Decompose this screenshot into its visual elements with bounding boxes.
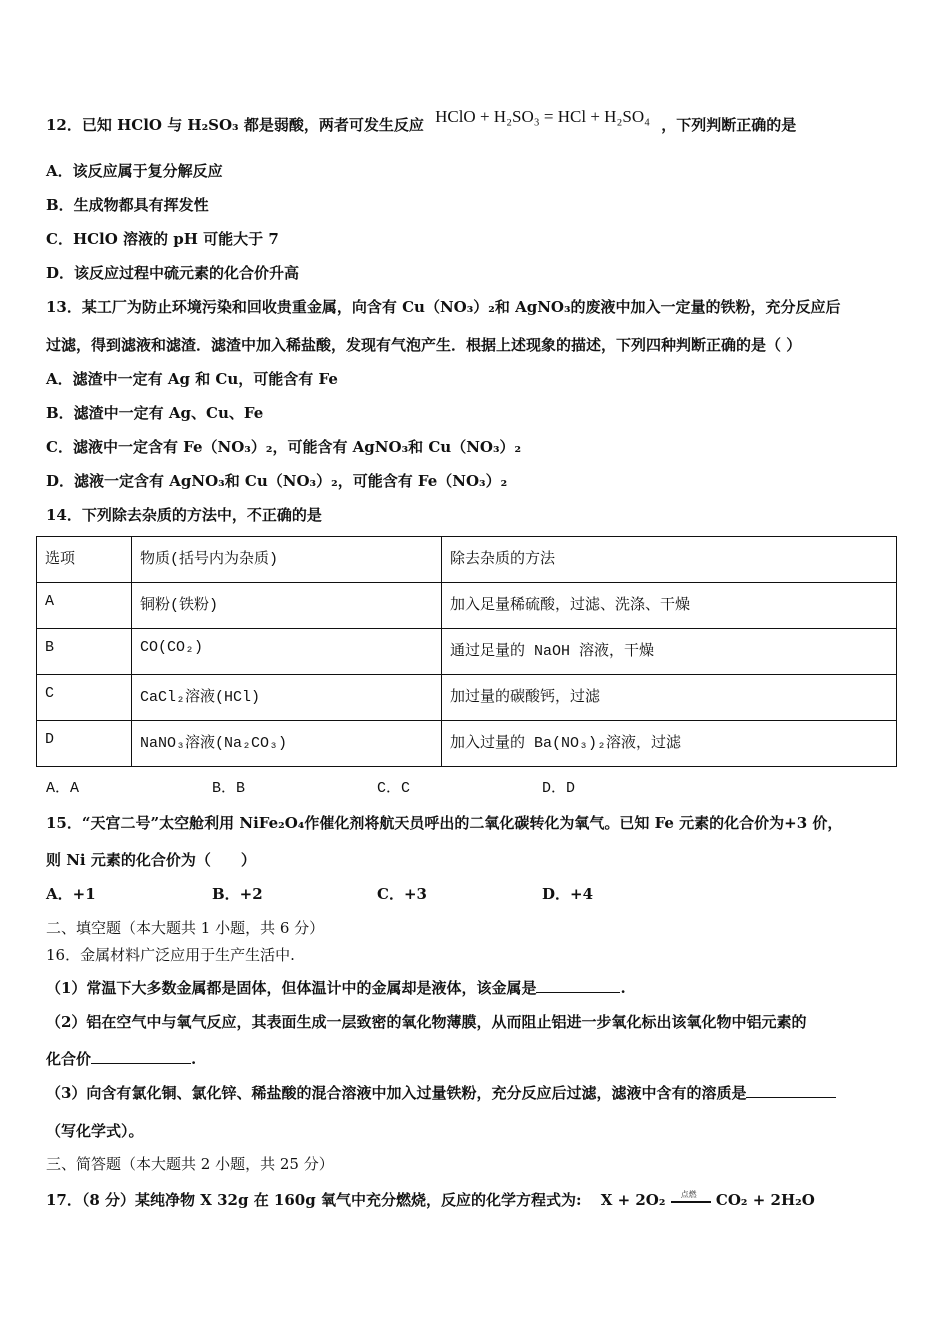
q16-part3-line1 (46, 1083, 836, 1103)
q16-part3-text: （3）向含有氯化铜、氯化锌、稀盐酸的混合溶液中加入过量铁粉，充分反应后过滤，滤液中含有的溶质是 (46, 1084, 747, 1102)
reaction-condition: 点燃 (680, 1190, 697, 1199)
q12-option-b: B．生成物都具有挥发性 (46, 196, 209, 214)
table-cell: 加过量的碳酸钙，过滤 (442, 675, 897, 721)
table-header-cell: 物质(括号内为杂质) (132, 537, 442, 583)
table-cell: CO(CO₂) (132, 629, 442, 675)
table-cell: A (37, 583, 132, 629)
q13-stem-line2: 过滤，得到滤液和滤渣．滤渣中加入稀盐酸，发现有气泡产生．根据上述现象的描述，下列四种判断正确的是（ ） (46, 336, 802, 354)
q14-option-d: D．D (542, 780, 576, 797)
q12-prefix: 12．已知 HClO 与 H₂SO₃ 都是弱酸，两者可发生反应 (46, 116, 424, 134)
q16-part2-line1: （2）铝在空气中与氧气反应，其表面生成一层致密的氧化物薄膜，从而阻止铝进一步氧化标出该氧化物中铝元素的 (46, 1013, 807, 1031)
q17-stem (46, 1190, 815, 1211)
q15-option-a: A．+1 (46, 885, 96, 903)
q16-stem: 16．金属材料广泛应用于生产生活中. (46, 946, 295, 964)
q17-rhs: CO₂ + 2H₂O (715, 1191, 815, 1209)
q13-option-a: A．滤渣中一定有 Ag 和 Cu，可能含有 Fe (46, 370, 338, 388)
q14-option-c: C．C (377, 780, 411, 797)
q15-stem-line1: 15．“天宫二号”太空舱利用 NiFe₂O₄作催化剂将航天员呼出的二氧化碳转化为氧气。已知 Fe 元素的化合价为+3 价， (46, 814, 843, 832)
q12-option-c: C．HClO 溶液的 pH 可能大于 7 (46, 230, 279, 248)
equals-bar (671, 1201, 711, 1203)
table-row (37, 721, 897, 767)
q14-option-b: B．B (212, 780, 246, 797)
reaction-arrow (671, 1191, 711, 1211)
table-cell: 加入过量的 Ba(NO₃)₂溶液，过滤 (442, 721, 897, 767)
q12-suffix: ，下列判断正确的是 (661, 116, 797, 134)
q16-part1 (46, 978, 626, 998)
table-cell: 通过足量的 NaOH 溶液，干燥 (442, 629, 897, 675)
section-3-heading: 三、简答题（本大题共 2 小题，共 25 分） (46, 1155, 334, 1173)
section-2-heading: 二、填空题（本大题共 1 小题，共 6 分） (46, 919, 325, 937)
q14-table (36, 536, 897, 767)
table-cell: C (37, 675, 132, 721)
q12-equation: HClO + H₂SO₃ = HCl + H₂SO₄ (435, 107, 651, 126)
table-cell: NaNO₃溶液(Na₂CO₃) (132, 721, 442, 767)
q16-part2-end: . (191, 1050, 197, 1068)
q16-part1-end: . (620, 979, 626, 997)
q17-text: 17．（8 分）某纯净物 X 32g 在 160g 氧气中充分燃烧，反应的化学方程式为: (46, 1191, 582, 1209)
answer-blank[interactable] (91, 1049, 191, 1064)
q15-stem-line2: 则 Ni 元素的化合价为（ ） (46, 851, 256, 869)
table-cell: 铜粉(铁粉) (132, 583, 442, 629)
q12-stem (46, 107, 797, 135)
table-cell: D (37, 721, 132, 767)
table-row (37, 629, 897, 675)
q16-part3-line2: （写化学式）。 (46, 1122, 144, 1140)
q16-part2-line2 (46, 1049, 196, 1069)
q12-option-d: D．该反应过程中硫元素的化合价升高 (46, 264, 300, 282)
q13-option-c: C．滤液中一定含有 Fe（NO₃）₂，可能含有 AgNO₃和 Cu（NO₃）₂ (46, 438, 522, 456)
q14-option-a: A．A (46, 780, 80, 797)
table-cell: 加入足量稀硫酸，过滤、洗涤、干燥 (442, 583, 897, 629)
table-header-row (37, 537, 897, 583)
answer-blank[interactable] (536, 978, 620, 993)
q12-option-a: A．该反应属于复分解反应 (46, 162, 223, 180)
table-cell: B (37, 629, 132, 675)
q16-part1-text: （1）常温下大多数金属都是固体，但体温计中的金属却是液体，该金属是 (46, 979, 537, 997)
q13-option-d: D．滤液一定含有 AgNO₃和 Cu（NO₃）₂，可能含有 Fe（NO₃）₂ (46, 472, 508, 490)
q15-option-b: B．+2 (212, 885, 263, 903)
table-row (37, 675, 897, 721)
q15-option-d: D．+4 (542, 885, 594, 903)
table-cell: CaCl₂溶液(HCl) (132, 675, 442, 721)
q17-lhs: X + 2O₂ (600, 1191, 666, 1209)
table-header-cell: 除去杂质的方法 (442, 537, 897, 583)
table-header-cell: 选项 (37, 537, 132, 583)
q15-option-c: C．+3 (377, 885, 427, 903)
q13-option-b: B．滤渣中一定有 Ag、Cu、Fe (46, 404, 264, 422)
table-row (37, 583, 897, 629)
q13-stem-line1: 13．某工厂为防止环境污染和回收贵重金属，向含有 Cu（NO₃）₂和 AgNO₃的废液中加入一定量的铁粉，充分反应后 (46, 298, 841, 316)
q14-stem: 14．下列除去杂质的方法中，不正确的是 (46, 506, 322, 524)
answer-blank[interactable] (746, 1083, 836, 1098)
q16-part2-text: 化合价 (46, 1050, 92, 1068)
